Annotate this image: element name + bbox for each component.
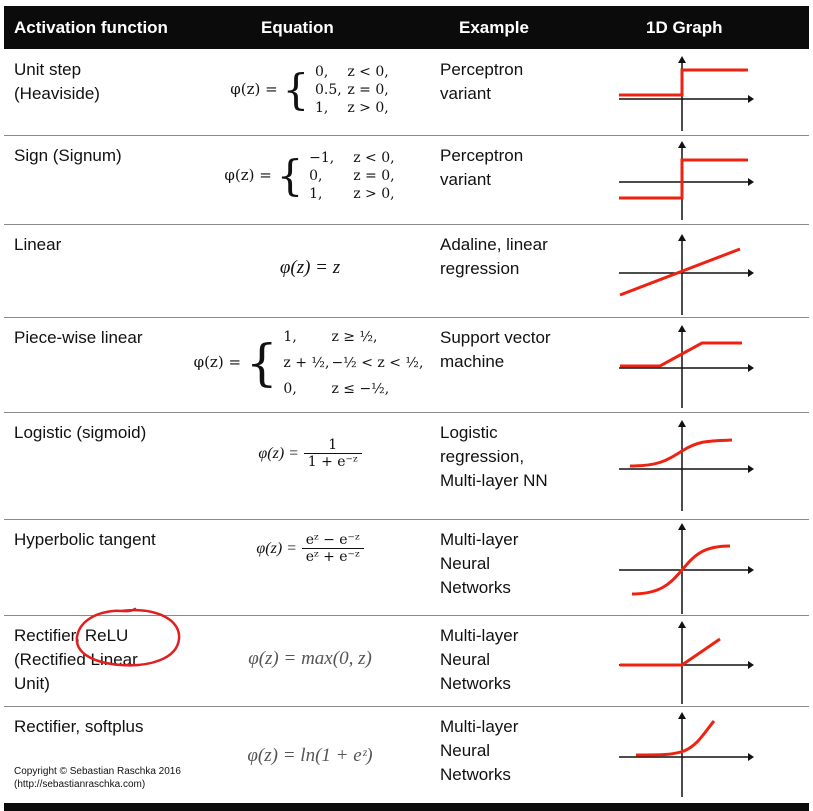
case-condition: z ≥ ½, bbox=[331, 329, 378, 345]
case-condition: z > 0, bbox=[347, 100, 389, 116]
brace: { bbox=[276, 151, 304, 200]
table-row bbox=[4, 413, 809, 520]
case-condition: z < 0, bbox=[353, 150, 395, 166]
function-name: Hyperbolic tangent bbox=[14, 530, 156, 549]
equation bbox=[184, 324, 434, 402]
example-text: Multi-layer Neural Networks bbox=[440, 717, 519, 784]
case-condition: z = 0, bbox=[353, 168, 395, 184]
case-value: 1, bbox=[315, 100, 329, 116]
header-1d-graph: 1D Graph bbox=[646, 18, 723, 37]
example-text: Adaline, linear regression bbox=[440, 235, 548, 278]
fraction-numerator: eᶻ − e⁻ᶻ bbox=[302, 532, 364, 549]
graph-tanh bbox=[614, 522, 754, 614]
case-value: 1, bbox=[283, 329, 297, 345]
equation bbox=[190, 437, 430, 470]
bottom-bar bbox=[4, 803, 809, 811]
equation bbox=[190, 532, 430, 565]
equation: φ(z) = ln(1 + eᶻ) bbox=[247, 745, 373, 766]
equation: φ(z) = z bbox=[279, 257, 341, 278]
phi-label: φ(z) = bbox=[193, 353, 242, 371]
equation: φ(z) = max(0, z) bbox=[248, 648, 372, 669]
table-row bbox=[4, 136, 809, 225]
function-name: Linear bbox=[14, 235, 62, 254]
function-name: Rectifier, ReLU (Rectified Linear Unit) bbox=[14, 626, 138, 693]
copyright-note: Copyright © Sebastian Raschka 2016 (http://sebastianraschka.com) bbox=[14, 766, 181, 790]
case-value: 0, bbox=[309, 168, 323, 184]
table-row bbox=[4, 225, 809, 318]
case-value: 0, bbox=[315, 64, 329, 80]
case-condition: z ≤ −½, bbox=[331, 381, 390, 397]
phi-label: φ(z) = bbox=[224, 166, 272, 184]
table-header bbox=[4, 6, 809, 49]
phi-label: φ(z) = bbox=[256, 539, 297, 557]
case-value: 0.5, bbox=[315, 82, 342, 98]
case-value: 0, bbox=[283, 381, 297, 397]
phi-label: φ(z) = bbox=[230, 80, 278, 98]
case-condition: z = 0, bbox=[347, 82, 389, 98]
fraction bbox=[302, 532, 364, 565]
case-condition: z > 0, bbox=[353, 186, 395, 202]
brace: { bbox=[282, 65, 310, 114]
equation bbox=[190, 60, 430, 120]
fraction bbox=[304, 437, 362, 470]
fraction-denominator: 1 + e⁻ᶻ bbox=[307, 454, 358, 470]
function-name: Piece-wise linear bbox=[14, 328, 143, 347]
graph-piecewise-linear bbox=[614, 324, 754, 408]
header-equation: Equation bbox=[261, 18, 334, 37]
graph-unit-step bbox=[614, 55, 754, 131]
table-row bbox=[4, 50, 809, 136]
equation bbox=[190, 146, 430, 206]
function-name: Rectifier, softplus bbox=[14, 717, 144, 736]
table-row bbox=[4, 520, 809, 616]
fraction-denominator: eᶻ + e⁻ᶻ bbox=[305, 549, 360, 565]
table-row bbox=[4, 318, 809, 413]
graph-softplus bbox=[614, 711, 754, 797]
example-text: Perceptron variant bbox=[440, 60, 524, 103]
table-row bbox=[4, 616, 809, 707]
activation-function-table bbox=[4, 0, 809, 811]
cases-table bbox=[308, 149, 395, 203]
example-text: Perceptron variant bbox=[440, 146, 524, 189]
graph-relu bbox=[614, 620, 754, 704]
table-row bbox=[4, 707, 809, 802]
brace: { bbox=[245, 334, 278, 392]
graph-logistic bbox=[614, 419, 754, 511]
header-example: Example bbox=[459, 18, 529, 37]
case-condition: −½ < z < ½, bbox=[331, 355, 424, 371]
case-value: z + ½, bbox=[283, 355, 330, 371]
case-condition: z < 0, bbox=[347, 64, 389, 80]
example-text: Multi-layer Neural Networks bbox=[440, 626, 519, 693]
example-text: Logistic regression, Multi-layer NN bbox=[440, 423, 548, 490]
header-activation-function: Activation function bbox=[14, 18, 168, 37]
example-text: Support vector machine bbox=[440, 328, 551, 371]
fraction-numerator: 1 bbox=[304, 437, 362, 454]
phi-label: φ(z) = bbox=[258, 444, 299, 462]
function-name: Unit step (Heaviside) bbox=[14, 60, 100, 103]
function-name: Logistic (sigmoid) bbox=[14, 423, 147, 442]
example-text: Multi-layer Neural Networks bbox=[440, 530, 519, 597]
graph-linear bbox=[614, 233, 754, 315]
function-name: Sign (Signum) bbox=[14, 146, 122, 165]
graph-sign bbox=[614, 140, 754, 220]
case-value: 1, bbox=[309, 186, 323, 202]
case-value: −1, bbox=[309, 150, 335, 166]
cases-table bbox=[282, 324, 424, 402]
cases-table bbox=[314, 63, 390, 117]
